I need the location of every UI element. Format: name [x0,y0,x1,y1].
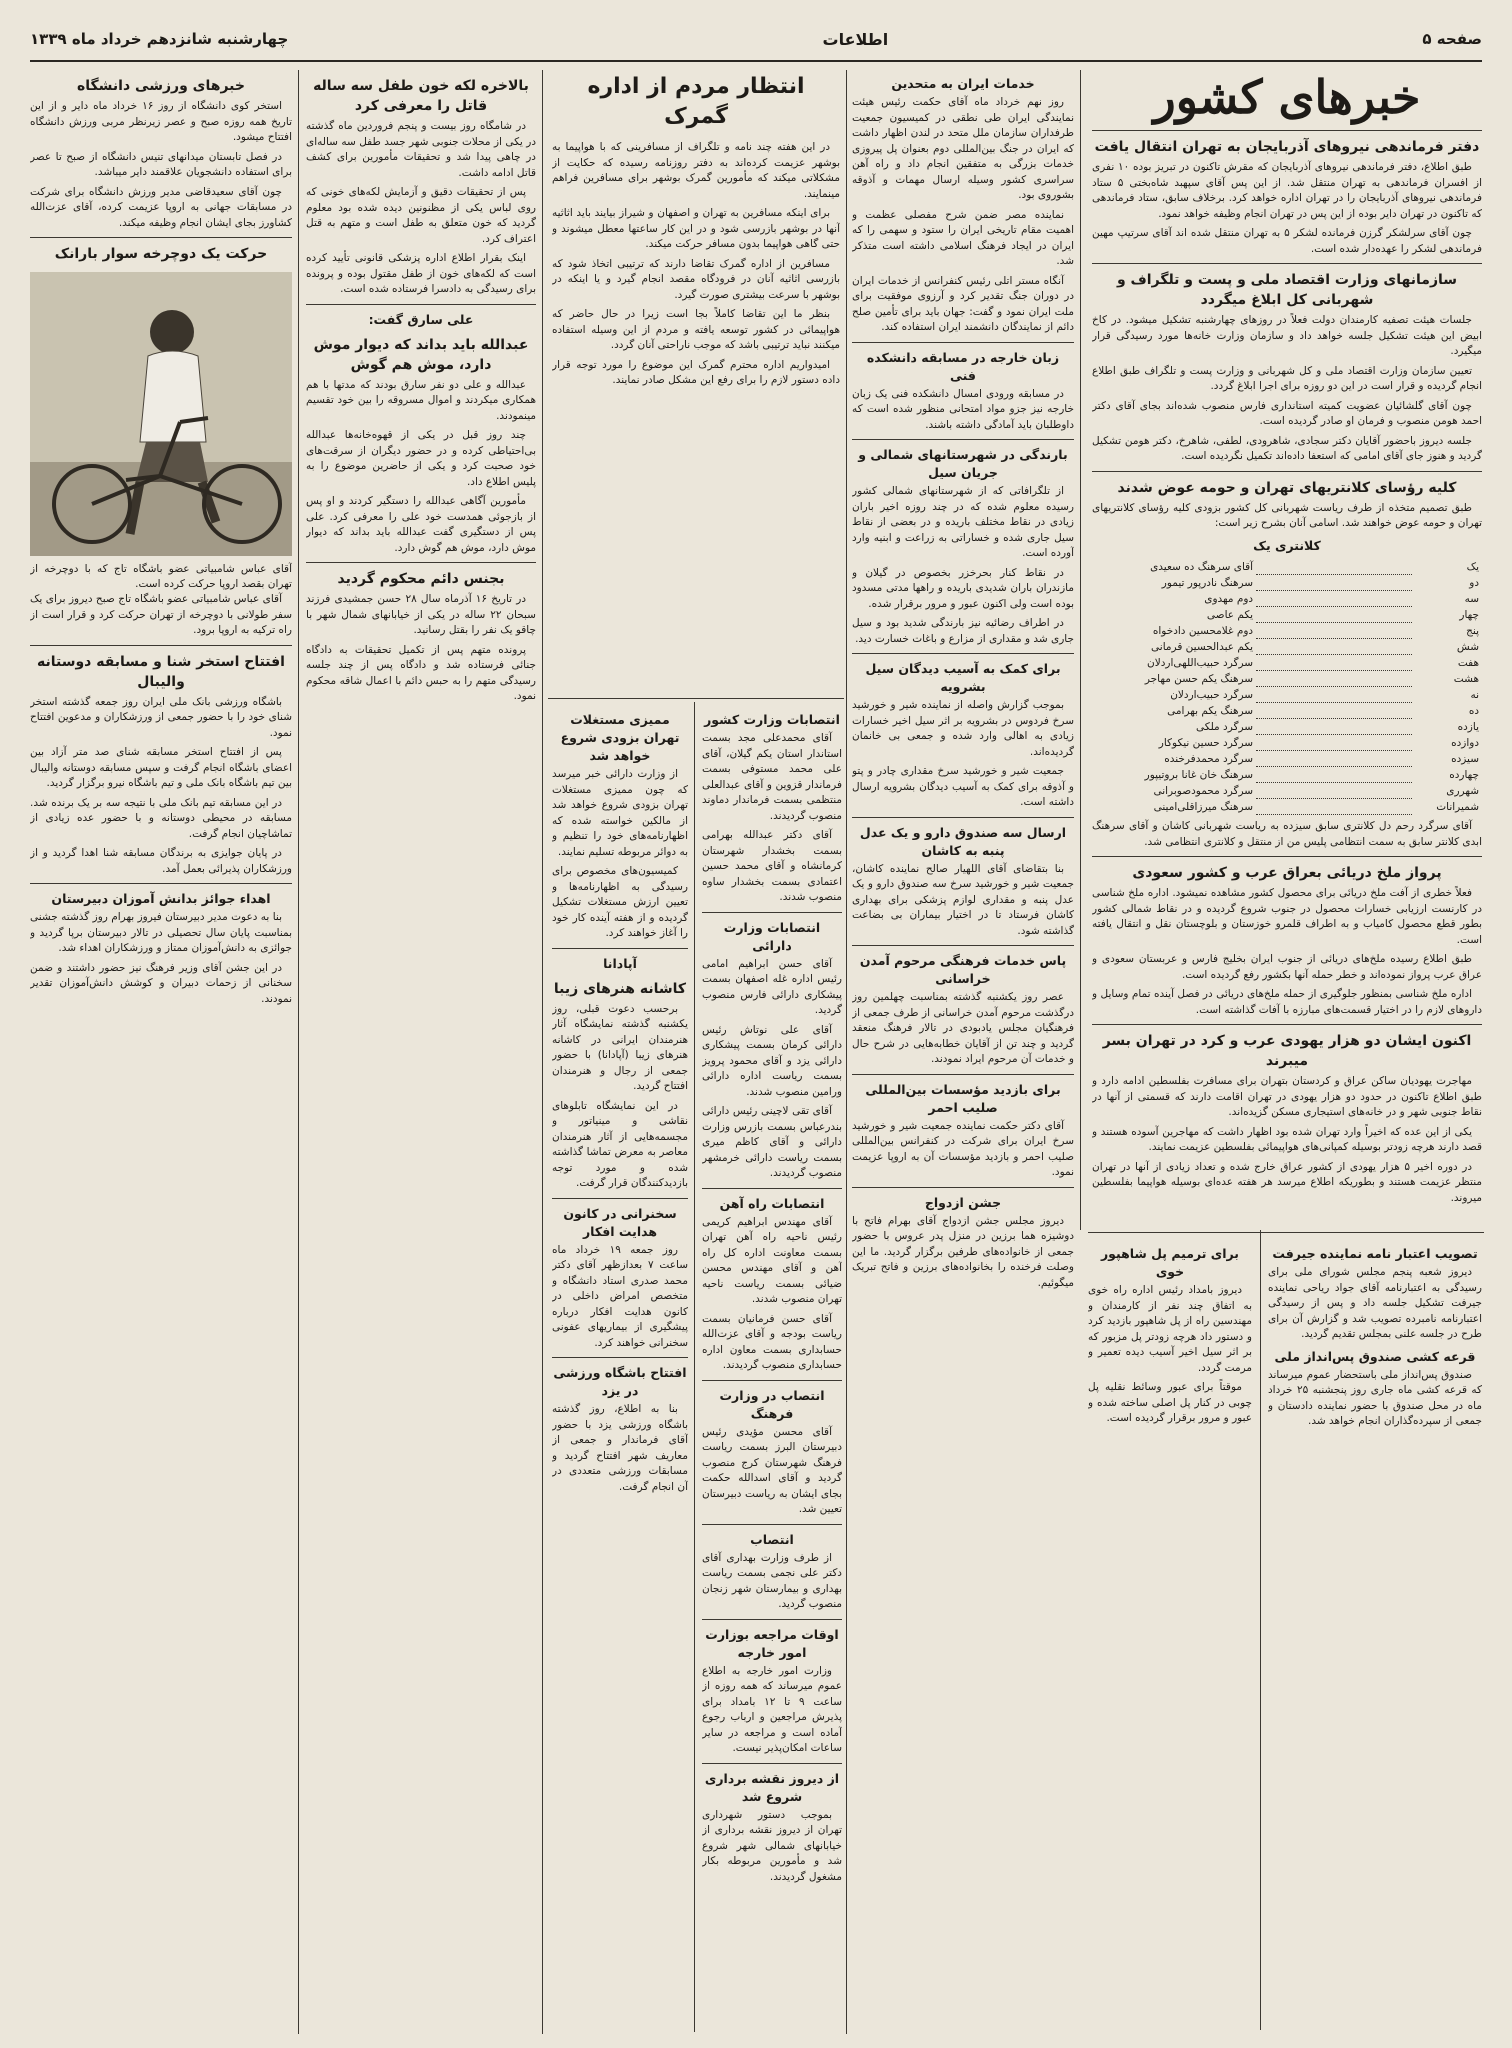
article-paragraph: پس از تحقیقات دقیق و آزمایش لکه‌های خونی که روی لباس یکی از مظنونین دیده شده بود معلوم گردید که خون متعلق به طفل است و متهم به قتل اعتراف کرد. [306,186,536,245]
article-paragraph: بنا بتقاضای آقای اللهیار صالح نماینده کاشان، جمعیت شیر و خورشید سرخ سه صندوق دارو و یک عدل پنبه و مقداری لوازم پزشکی برای بهداری کاشان فرستاد تا در اختیار بیماران بی بضاعت گذاشته شود. [852,862,1074,937]
kicker: آپادانا [603,955,637,971]
precinct-chief-name: سرهنگ یکم بهرامی [1167,704,1254,717]
article-paragraph: طبق اطلاع رسیده ملخ‌های دریائی از جنوب ایران بخلیج فارس و عربستان سعودی و عراق عرب پرواز نموده‌اند و خطر حمله آنها بکشور رفع گردیده است. [1092,953,1482,981]
article-paragraph: کمیسیون‌های مخصوص برای رسیدگی به اظهارنامه‌ها و تعیین ارزش مستغلات تشکیل گردیده و از هفته آینده کار خود را آغاز خواهند کرد. [552,865,688,939]
leader-dots [1256,687,1412,703]
headline: اکنون ایشان دو هزار یهودی عرب و کرد در تهران بسر میبرند [1102,1033,1472,1069]
police-chief-row [1092,783,1482,799]
article-paragraph: پس از افتتاح استخر مسابقه شنای صد متر آزاد بین اعضای باشگاه انجام گرفت و سپس مسابقه دوستانه والیبال بین تیم باشگاه بانک ملی و تیم باشگاه نیرو برگزار گردید. [30,746,292,789]
precinct-number: سه [1464,592,1479,605]
article-paragraph: طبق اطلاع، دفتر فرماندهی نیروهای آذربایجان که مقرش تاکنون در تبریز بوده ۱۰ نفری از افسران فرماندهی به تهران منتقل شد. از این پس آقای سپهبد شاه‌بختی ۵ ستاد فرماندهی نیروهای آذربایجان را در تهران اداره خواهد کرد. برخلاف سابق، ستاد فرماندهی که تاکنون در تهران دایر بوده از این پس در تهران انجام وظیفه خواهد نمود. [1092,161,1482,220]
police-chief-row [1092,735,1482,751]
precinct-chief-name: سرگرد ملکی [1196,720,1254,733]
leader-dots [1256,767,1412,783]
article-paragraph: آقای مهندس ابراهیم کریمی رئیس ناحیه راه آهن تهران بسمت معاونت اداره کل راه آهن و آقای مهندس محسن ضیائی بسمت ریاست ناحیه تهران منصوب شدند. [702,1215,842,1305]
precinct-number: یازده [1457,720,1479,733]
headline: پرواز ملخ دریائی بعراق عرب و کشور سعودی [1132,865,1442,881]
column-rule [298,70,299,2034]
article-paragraph: اینک بقرار اطلاع اداره پزشکی قانونی تأیید کرده است که لکه‌های خون از طفل مقتول بوده و پرونده برای رسیدگی به دادسرا فرستاده شده است. [306,252,536,295]
sports-column [30,70,292,2030]
headline: تصویب اعتبار نامه نماینده جیرفت [1272,1246,1478,1261]
precinct-chief-name: سرگرد حبیب‌اردلان [1170,688,1254,701]
article-paragraph: در این مسابقه تیم بانک ملی با نتیجه سه بر یک برنده شد. مسابقه در محیطی دوستانه و با حضور عده زیادی از تماشاچیان انجام گرفت. [30,796,292,840]
column-rule [1080,70,1081,1230]
column-rule [694,702,695,2032]
bridge-repair-box [1088,1240,1252,2030]
article-paragraph: چون آقای گلشائیان عضویت کمیته استانداری فارس منصوب شده‌اند بجای آقای دکتر احمد هومن منصوب و فرمان او صادر گردیده است. [1092,399,1482,427]
article-paragraph: نماینده مصر ضمن شرح مفصلی عظمت و اهمیت مقام تاریخی ایران را ستود و سهمی را که ایران در ایجاد فرهنگ اسلامی داشته است متذکر شد. [852,208,1074,267]
section-rule [548,698,844,699]
article-paragraph: در مسابقه ورودی امسال دانشکده فنی یک زبان خارجه نیز جزو مواد امتحانی منظور شده است که داوطلبان باید آمادگی داشته باشند. [852,387,1074,431]
list-title: کلانتری یک [1253,537,1321,553]
section-masthead: خبرهای کشور [1153,70,1421,124]
headline: علی سارق گفت: [368,311,474,327]
column-rule [1260,1230,1261,2030]
precinct-number: هشت [1453,672,1479,685]
article-paragraph: آقای علی نوتاش رئیس دارائی کرمان بسمت پیشکاری دارائی یزد و آقای محمود پرویز بسمت ریاست اداره دارائی ورامین منصوب شدند. [702,1023,842,1098]
precinct-chief-name: آقای سرهنگ ده سعیدی [1150,560,1254,573]
article-paragraph: آقای سرگرد رحم دل کلانتری سابق سیزده به ریاست شهربانی کاشان و آقای سرهنگ ابدی کلانتر سابق به سمت انتظامی پلیس من از منتقل و کلانتری انتظامی شد. [1092,820,1482,848]
precinct-chief-name: سرگرد حسین نیکوکار [1158,736,1254,749]
article-paragraph: آقای دکتر عبدالله بهرامی بسمت بخشدار شهرستان کرمانشاه و آقای محمد حسین اعتمادی بسمت بخشدار ساوه منصوب شدند. [702,829,842,903]
article-paragraph: وزارت امور خارجه به اطلاع عموم میرساند که همه روزه از ساعت ۹ تا ۱۲ بامداد برای پذیرش مراجعین و ارباب رجوع آماده است و مراجعه در سایر ساعات امکان‌پذیر نیست. [702,1664,842,1754]
leader-dots [1256,703,1412,719]
article-paragraph: از وزارت دارائی خبر میرسد که چون ممیزی مستغلات تهران بزودی شروع خواهد شد از مالکین خواسته شده که اظهارنامه‌های خود را تنظیم و به دوائر مربوطه تسلیم نمایند. [552,768,688,858]
article-paragraph: استخر کوی دانشگاه از روز ۱۶ خرداد ماه دایر و از این تاریخ همه روزه صبح و عصر زیرنظر مربی ورزش دانشگاه افتتاح میشود. [30,100,292,143]
leader-dots [1256,575,1412,591]
headline: بارندگی در شهرستانهای شمالی و جریان سیل [858,447,1068,480]
leader-dots [1256,783,1412,799]
appointments-column [702,706,842,2030]
precinct-number: شش [1456,640,1479,653]
cyclist-photo [30,272,292,556]
article-paragraph: روز جمعه ۱۹ خرداد ماه ساعت ۷ بعدازظهر آقای دکتر محمد صدری استاد دانشگاه و متخصص امراض داخلی در کانون هدایت افکار درباره پیشگیری از بیماریهای عفونی سخنرانی خواهند کرد. [552,1243,688,1349]
national-news-column [1092,70,1482,1230]
headline: انتظار مردم از اداره گمرک [587,74,805,129]
article-paragraph: صندوق پس‌انداز ملی باستحضار عموم میرساند که قرعه کشی ماه جاری روز پنجشنبه ۲۵ خرداد ماه در محل صندوق با حضور نماینده دادستان و جمعی از سپرده‌گذاران انجام خواهد شد. [1268,1368,1482,1427]
precinct-chief-name: سرگرد محمدفرخنده [1164,752,1254,765]
credential-approval-box [1268,1240,1482,2030]
article-paragraph: پرونده متهم پس از تکمیل تحقیقات به دادگاه جنائی فرستاده شد و دادگاه پس از چند جلسه رسیدگی متهم را به حبس دائم با اعمال شاقه محکوم نمود. [306,643,536,702]
page-header [30,18,1482,62]
precinct-number: نه [1470,688,1479,701]
precinct-chief-name: سرگرد حبیب‌اللهی‌اردلان [1147,656,1254,669]
cyclist-illustration [30,272,292,556]
article-paragraph: برای اینکه مسافرین به تهران و اصفهان و شیراز بیایند باید اثاثیه آنها در بوشهر بازرسی شود و در این کار ساعتها معطل میشوند و حتی گاهی هواپیما بدون مسافر حرکت میکند. [552,207,840,250]
article-paragraph: جلسه دیروز باحضور آقایان دکتر سجادی، شاهرودی، لطفی، شاهرخ، دکتر هومن تشکیل گردید و هنوز جای آقای امامی که استعفا داده‌اند تکمیل نگردیده است. [1092,434,1482,462]
subheadline: عبدالله باید بداند که دیوار موش دارد، موش هم گوش [313,336,529,373]
article-paragraph: در پایان جوایزی به برندگان مسابقه شنا اهدا گردید و از ورزشکاران پذیرائی بعمل آمد. [30,847,292,875]
article-paragraph: دیروز بامداد رئیس اداره راه خوی به اتفاق چند نفر از کارمندان و مهندسین راه از پل شاهپور بازدید کرد و دستور داد هرچه زودتر پل مزبور که بر اثر سیل اخیر آسیب دیده تعمیر و مرمت گردد. [1088,1284,1252,1374]
city-news-column [552,706,688,2030]
headline: انتصاب [750,1531,794,1547]
police-chief-row [1092,767,1482,783]
police-chief-row [1092,799,1482,815]
column-rule [846,70,847,2034]
article-paragraph: باشگاه ورزشی بانک ملی ایران روز جمعه گذشته استخر شنای خود را با حضور جمعی از ورزشکاران و مدعوین افتتاح نمود. [30,695,292,739]
article-paragraph: مهاجرت یهودیان ساکن عراق و کردستان بتهران برای مسافرت بفلسطین ادامه دارد و طبق اطلاع تاکنون در حدود دو هزار یهودی در تهران اقامت دارند که قسمتی از آنها در نقاط جنوبی شهر و در خانه‌های استیجاری مسکن گزیده‌اند. [1092,1075,1482,1118]
article-paragraph: جمعیت شیر و خورشید سرخ مقداری چادر و پتو و آذوقه برای کمک به آسیب دیدگان بشرویه ارسال داشته است. [852,765,1074,808]
article-paragraph: عصر روز یکشنبه گذشته بمناسبت چهلمین روز درگذشت مرحوم آمدن خراسانی از طرف جمعی از فرهنگیان مجلس یادبودی در تالار فرهنگ منعقد گردید و چند تن از آقایان خطابه‌هایی در شرح حال و خدمات آن مرحوم ایراد نمودند. [852,991,1074,1065]
precinct-number: یک [1466,560,1479,573]
precinct-number: دوازده [1451,736,1479,749]
article-paragraph: مسافرین از اداره گمرک تقاضا دارند که ترتیبی اتخاذ شود که بازرسی اثاثیه آنان در فرودگاه مقصد انجام گیرد و یا اینکه در بوشهر با سرعت بیشتری صورت گیرد. [552,257,840,301]
article-paragraph: در تاریخ ۱۶ آذرماه سال ۲۸ حسن جمشیدی فرزند سبحان ۲۲ ساله در یکی از خیابانهای شمال شهر با چاقو یک نفر را بقتل رسانید. [306,593,536,636]
article-paragraph: در این جشن آقای وزیر فرهنگ نیز حضور داشتند و ضمن سخنانی از زحمات دبیران و کوشش دانش‌آموزان تقدیر نمودند. [30,961,292,1005]
article-paragraph: فعلاً خطری از آفت ملخ دریائی برای محصول کشور مشاهده نمیشود. اداره ملخ شناسی در کارنست ارزیابی خسارات محصول در جنوب شروع گردیده و در نقاط شمالی کشور بطور قطع محصول کامیاب و به اطراف قلمرو خوزستان و بلوچستان نقل و انتقال یافته است. [1092,887,1482,946]
leader-dots [1256,639,1412,655]
article-paragraph: بموجب گزارش واصله از نماینده شیر و خورشید سرخ فردوس در بشرویه بر اثر سیل اخیر خسارات زیادی به اهالی وارد شده و جمعی بی خانمان گردیده‌اند. [852,699,1074,758]
precinct-number: دو [1469,576,1479,589]
headline: اهداء جوائز بدانش آموزان دبیرستان [51,891,271,906]
leader-dots [1256,719,1412,735]
article-paragraph: آقای حسن فرمانیان بسمت ریاست بودجه و آقای عزت‌الله حسابداری بسمت معاون اداره حسابداری منصوب گردیدند. [702,1312,842,1371]
article-paragraph: آقای تقی لاچینی رئیس دارائی بندرعباس بسمت بازرس وزارت دارائی و آقای کاظم میری بسمت ریاست دارائی خرمشهر منصوب گردیدند. [702,1105,842,1179]
headline: بجنس دائم محکوم گردید [337,571,505,587]
article-paragraph: بنا به دعوت مدیر دبیرستان فیروز بهرام روز گذشته جشنی بمناسبت پایان سال تحصیلی در تالار دبیرستان برپا گردید و جوائزی به دانش‌آموزان ممتاز و ورزشکاران اهداء شد. [30,911,292,954]
article-paragraph: آقای عباس شامبیاتی عضو باشگاه تاج صبح دیروز برای یک سفر طولانی با دوچرخه از تهران حرکت کرد و قرار است از راه ترکیه به اروپا برود. [30,593,292,636]
article-paragraph: چون آقای سرلشکر گرزن فرمانده لشکر ۵ به تهران منتقل شده اند آقای سرتیپ مهین فرماندهی لشکر را عهده‌دار شده است. [1092,227,1482,255]
article-paragraph: در این نمایشگاه تابلوهای نقاشی و مینیاتور و مجسمه‌هایی از آثار هنرمندان معاصر به معرض تماشا گذاشته شده و مورد توجه بازدیدکنندگان قرار گرفت. [552,1099,688,1189]
headline: برای کمک به آسیب دیدگان سیل بشرویه [865,661,1061,694]
crime-news-column [306,70,536,2030]
headline: کلیه رؤسای کلانتریهای تهران و حومه عوض شدند [1117,479,1457,496]
police-chief-row [1092,687,1482,703]
column-rule [542,70,543,2034]
article-paragraph: روز نهم خرداد ماه آقای حکمت رئیس هیئت نمایندگی ایران طی نطقی در کمیسیون جمعیت طرفداران سازمان ملل متحد در لندن اظهار داشت که ایران در جنگ بین‌المللی دوم بعنوان پل پیروزی خدمات بزرگی به متفقین انجام داد و راه آهن سراسری کشور وسیله ارسال مهمات و آذوقه بشوروی بود. [852,96,1074,201]
headline: سخنرانی در کانون هدایت افکار [563,1205,677,1239]
headline: پاس خدمات فرهنگی مرحوم آمدن خراسانی [859,953,1067,986]
article-paragraph: در نقاط کنار بحرخزر بخصوص در گیلان و مازندران باران شدیدی باریده و راهها مدتی مسدود بوده است ولی اکنون عبور و مرور برقرار شده. [852,566,1074,610]
article-paragraph: اداره ملخ شناسی بمنظور جلوگیری از حمله ملخ‌های دریائی در فصل آینده تمام وسایل و داروهای لازم را در اختیار قسمت‌های مبارزه با آفات گذاشته است. [1092,988,1482,1016]
police-chief-row [1092,703,1482,719]
precinct-number: سیزده [1451,752,1479,765]
police-chief-row [1092,591,1482,607]
article-paragraph: جلسات هیئت تصفیه کارمندان دولت فعلاً در روزهای چهارشنبه تشکیل میشود. در کاخ ابیض این هیئت تشکیل جلسه خواهد داد و سازمان وزارت خانه‌ها مورد رسیدگی قرار میگیرد. [1092,314,1482,357]
issue-date: چهارشنبه شانزدهم خرداد ماه ۱۳۳۹ [30,30,289,48]
article-paragraph: از طرف وزارت بهداری آقای دکتر علی نجمی بسمت ریاست بهداری و بیمارستان شهر زنجان منصوب گردید. [702,1551,842,1610]
headline: افتتاح استخر شنا و مسابقه دوستانه والیبال [36,653,285,690]
precinct-number: پنج [1466,624,1479,637]
subheadline: قرعه کشی صندوق پس‌انداز ملی [1274,1348,1476,1364]
police-chief-row [1092,559,1482,575]
leader-dots [1256,799,1412,815]
article-paragraph: آنگاه مستر اتلی رئیس کنفرانس از خدمات ایران در دوران جنگ تقدیر کرد و آرزوی موفقیت برای ملت ایران نمود و گفت: جهان باید برای تأمین صلح دائم از نمایندگان دانشمند ایران استفاده کند. [852,274,1074,333]
headline: دفتر فرماندهی نیروهای آذربایجان به تهران انتقال یافت [1094,139,1480,155]
precinct-chief-name: سرهنگ یکم حسن مهاجر [1144,672,1254,685]
newspaper-name: اطلاعات [822,29,889,49]
precinct-number: شمیرانات [1436,800,1479,813]
page-number: صفحه ۵ [1422,30,1482,48]
precinct-chief-name: سرهنگ میرزاقلی‌امینی [1153,800,1254,813]
headline: برای ترمیم پل شاهپور خوی [1100,1246,1240,1279]
headline: زبان خارجه در مسابقه دانشکده فنی [866,349,1060,383]
police-chief-row [1092,623,1482,639]
article-paragraph: در دوره اخیر ۵ هزار یهودی از کشور عراق خارج شده و تعداد زیادی از آنها در تهران منتظر عزیمت هستند و بطوریکه اطلاع میرسد هر هفته عده‌ای بوسیله هواپیما بفلسطین میروند. [1092,1160,1482,1204]
headline: اوقات مراجعه بوزارت امور خارجه [705,1626,839,1660]
article-paragraph: دیروز مجلس جشن ازدواج آقای بهرام فاتح با دوشیزه هما برزین در منزل پدر عروس با حضور جمعی از خانواده‌های طرفین برگزار گردید. ما این وصلت فرخنده را بخانواده‌های برزین و فاتح تبریک میگوئیم. [852,1214,1074,1289]
article-paragraph: تعیین سازمان وزارت اقتصاد ملی و کل شهربانی و وزارت پست و تلگراف طبق اطلاع انجام گردیده و قرار است در این دو روزه برای اجرا ابلاغ گردد. [1092,364,1482,392]
police-chief-row [1092,575,1482,591]
headline: از دیروز نقشه برداری شروع شد [704,1770,840,1804]
police-chief-row [1092,639,1482,655]
precinct-number: ده [1468,704,1479,717]
police-chief-row [1092,607,1482,623]
article-paragraph: مأمورین آگاهی عبدالله را دستگیر کردند و او پس از بازجوئی همدست خود علی را معرفی کرد. علی پس از دستگیری گفت عبدالله باید بداند که دیوار موش دارد، موش هم گوش دارد. [306,495,536,554]
police-chief-row [1092,719,1482,735]
customs-article [552,70,840,694]
article-paragraph: آقای حسن ابراهیم امامی رئیس اداره غله اصفهان بسمت پیشکاری دارائی فارس منصوب گردید. [702,957,842,1016]
precinct-chief-name: دوم غلامحسین دادخواه [1152,624,1254,637]
headline: سازمانهای وزارت اقتصاد ملی و پست و تلگراف و شهربانی کل ابلاغ میگردد [1116,272,1458,308]
leader-dots [1256,735,1412,751]
leader-dots [1256,607,1412,623]
leader-dots [1256,751,1412,767]
headline: ممیزی مستغلات تهران بزودی شروع خواهد شد [560,712,680,763]
headline: انتصاب در وزارت فرهنگ [719,1387,825,1421]
precinct-number: چهارده [1449,768,1479,781]
leader-dots [1256,655,1412,671]
leader-dots [1256,671,1412,687]
headline: انتصابات وزارت دارائی [723,919,821,953]
column-two [852,70,1074,2030]
headline: افتتاح باشگاه ورزشی در یزد [553,1365,687,1398]
police-chief-row [1092,671,1482,687]
article-paragraph: موقتاً برای عبور وسائط نقلیه پل چوبی در کنار پل اصلی ساخته شده و عبور و مرور برقرار گردیده است. [1088,1381,1252,1424]
article-paragraph: امیدواریم اداره محترم گمرک این موضوع را مورد توجه قرار داده دستور لازم را برای رفع این مشکل صادر نمایند. [552,358,840,386]
headline: خدمات ایران به متحدین [891,76,1035,91]
headline: خبرهای ورزشی دانشگاه [77,78,245,94]
headline: ارسال سه صندوق دارو و یک عدل پنبه به کاشان [859,824,1067,858]
precinct-number: هفت [1457,656,1479,669]
article-paragraph: در فصل تابستان میدانهای تنیس دانشگاه از صبح تا عصر برای استفاده دانشجویان علاقمند دایر میباشد. [30,150,292,178]
article-paragraph: بنا به اطلاع، روز گذشته باشگاه ورزشی یزد با حضور آقای فرماندار و جمعی از معاریف شهر افتتاح گردید و مسابقات ورزشی متعددی در آن انجام گرفت. [552,1403,688,1493]
leader-dots [1256,559,1412,575]
precinct-number: شهرری [1446,784,1479,797]
police-chief-row [1092,655,1482,671]
section-rule [1088,1232,1484,1233]
article-paragraph: چند روز قبل در یکی از قهوه‌خانه‌ها عبدالله بی‌احتیاطی کرده و در حضور دیگران از سرقت‌های خود صحبت کرد و یکی از حاضرین موضوع را به پلیس اطلاع داد. [306,429,536,488]
precinct-chief-name: سرهنگ نادرپور تیمور [1161,576,1254,589]
article-paragraph: بنظر ما این تقاضا کاملاً بجا است زیرا در حال حاضر که هواپیمائی در کشور توسعه یافته و مردم از این وسیله استفاده میکنند نباید ترتیبی باشد که موجب ناراحتی آنان گردد. [552,308,840,351]
precinct-chief-name: یکم عبدالحسین قرمانی [1151,640,1254,653]
headline: بالاخره لکه خون طفل سه ساله قاتل را معرفی کرد [313,78,529,114]
headline: انتصابات وزارت کشور [704,712,840,727]
article-paragraph: یکی از این عده که اخیراً وارد تهران شده بود اظهار داشت که مهاجرین آسوده هستند و قصد دارند هرچه زودتر بوسیله کمپانی‌های هواپیمائی بفلسطین عزیمت نمایند. [1092,1125,1482,1153]
headline: انتصابات راه آهن [719,1195,825,1211]
article-paragraph: طبق تصمیم متخذه از طرف ریاست شهربانی کل کشور بزودی کلیه رؤسای کلانتریهای تهران و حومه عوض خواهند شد. اسامی آنان بشرح زیر است: [1092,501,1482,529]
photo-caption: آقای عباس شامبیاتی عضو باشگاه تاج که با دوچرخه از تهران بقصد اروپا حرکت کرده است. [30,563,292,590]
article-paragraph: در اطراف رضائیه نیز بارندگی شدید بود و سیل جاری شد و مقداری از مزارع و باغات خسارت دید. [852,617,1074,645]
precinct-chief-name: یکم عاصی [1206,608,1254,621]
article-paragraph: از تلگرافاتی که از شهرستانهای شمالی کشور رسیده معلوم شده که در چند روزه اخیر باران زیادی در نقاط مختلف باریده و در بعضی از نقاط سیل جاری شده و خساراتی به زراعت و ابنیه وارد آورده است. [852,485,1074,559]
precinct-chief-name: سرگرد محمودصوبرانی [1153,784,1254,797]
headline: جشن ازدواج [924,1194,1002,1210]
article-paragraph: آقای محسن مؤیدی رئیس دبیرستان البرز بسمت ریاست فرهنگ شهرستان کرج منصوب گردید و آقای اسدالله حکمت بجای ایشان به ریاست دبیرستان تعیین شد. [702,1425,842,1515]
headline: برای بازدید مؤسسات بین‌المللی صلیب احمر [865,1081,1061,1115]
leader-dots [1256,623,1412,639]
article-paragraph: در این هفته چند نامه و تلگراف از مسافرینی که با هواپیما به بوشهر عزیمت کرده‌اند به دفتر روزنامه رسیده که حکایت از مشکلاتی میکند که مأمورین گمرک بوشهر برای مسافرین فراهم مینمایند. [552,141,840,200]
headline: حرکت یک دوچرخه سوار بارانک [54,246,268,262]
article-paragraph: بموجب دستور شهرداری تهران از دیروز نقشه برداری از خیابانهای شمالی شهر شروع شد و مأمورین مربوطه بکار مشغول گردیدند. [702,1808,842,1883]
leader-dots [1256,591,1412,607]
police-chief-row [1092,751,1482,767]
article-paragraph: آقای دکتر حکمت نماینده جمعیت شیر و خورشید سرخ ایران برای شرکت در کنفرانس بین‌المللی صلیب احمر و بازدید مؤسسات آن به اروپا عزیمت نمود. [852,1119,1074,1178]
article-paragraph: چون آقای سعیدقاضی مدیر ورزش دانشگاه برای شرکت در مسابقات جهانی به اروپا عزیمت کرده، آقای عزت‌الله کشاورز بجای ایشان انجام وظیفه میکند. [30,185,292,229]
article-paragraph: دیروز شعبه پنجم مجلس شورای ملی برای رسیدگی به اعتبارنامه آقای جواد ریاحی نماینده جیرفت تشکیل جلسه داد و پس از رسیدگی اعتبارنامه نامبرده تصویب شد و گزارش آن برای طرح در جلسه علنی بمجلس تقدیم گردید. [1268,1266,1482,1340]
precinct-chief-name: سرهنگ خان غانا بروتیپور [1144,768,1254,781]
article-paragraph: برحسب دعوت قبلی، روز یکشنبه گذشته نمایشگاه آثار هنرمندان ایرانی در کاشانه هنرهای زیبا (آپادانا) با حضور جمعی از رجال و هنرمندان افتتاح گردید. [552,1002,688,1092]
precinct-chief-name: دوم مهدوی [1204,592,1254,605]
article-paragraph: عبدالله و علی دو نفر سارق بودند که مدتها با هم همکاری میکردند و اموال مسروقه را بین خود تقسیم مینمودند. [306,378,536,422]
police-chiefs-table [1092,559,1482,816]
article-paragraph: در شامگاه روز بیست و پنجم فروردین ماه گذشته در یکی از محلات جنوبی شهر جسد طفل سه ساله‌ای در چاهی پیدا شد و تحقیقات مأمورین برای کشف قاتل ادامه داشت. [306,120,536,179]
article-paragraph: آقای محمدعلی مجد بسمت استاندار استان یکم گیلان، آقای علی محمد مستوفی بسمت فرماندار قزوین و آقای عبدالعلی منتظمی بسمت فرماندار دماوند منصوب گردیدند. [702,732,842,822]
precinct-number: چهار [1459,608,1479,621]
headline: کاشانه هنرهای زیبا [553,980,687,997]
